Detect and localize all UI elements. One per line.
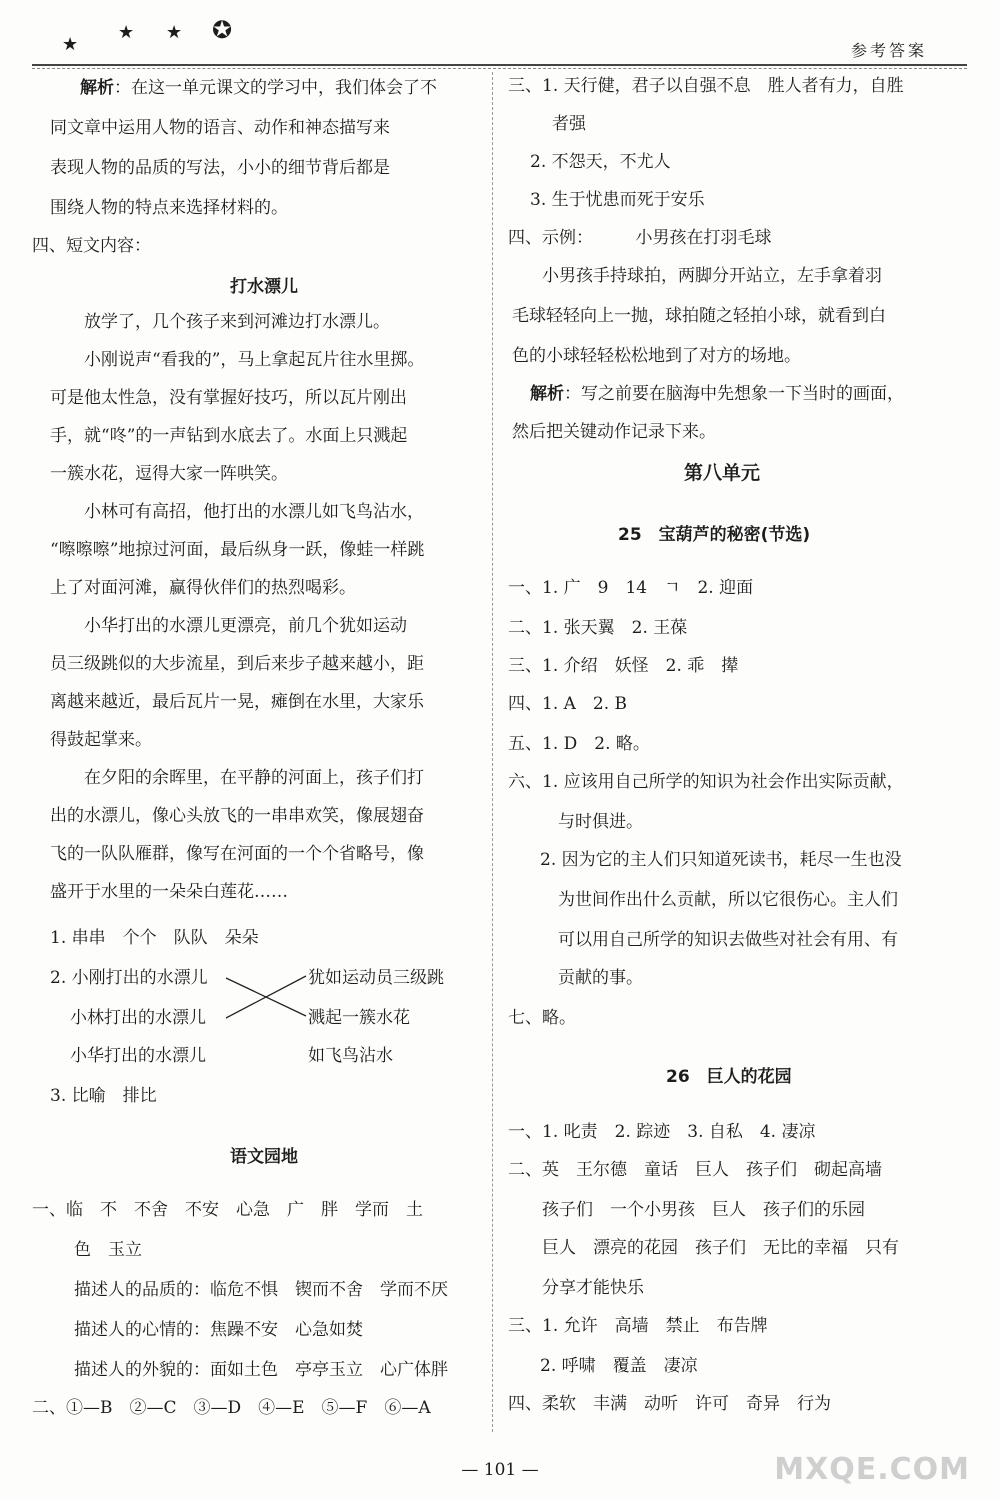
column-divider (492, 72, 493, 1432)
story-line: 得鼓起掌来。 (50, 730, 152, 750)
garden-line: 色 玉立 (74, 1240, 142, 1260)
garden-line: 描述人的外貌的：面如土色 亭亭玉立 心广体胖 (74, 1360, 448, 1380)
answer-line: 3. 生于忧患而死于安乐 (530, 190, 705, 210)
story-line: “嚓嚓嚓”地掠过河面，最后纵身一跃，像蛙一样跳 (50, 540, 425, 560)
analysis-line: 同文章中运用人物的语言、动作和神态描写来 (50, 118, 390, 138)
answer-line: 四、示例： 小男孩在打羽毛球 (508, 228, 772, 248)
answer-line: 分享才能快乐 (542, 1278, 644, 1298)
story-line: 小林可有高招，他打出的水漂儿如飞鸟沾水， (84, 502, 424, 522)
garden-line: 描述人的心情的：焦躁不安 心急如焚 (74, 1320, 363, 1340)
answer-line: 三、1. 允许 高墙 禁止 布告牌 (508, 1316, 768, 1336)
answer-line: 五、1. D 2. 略。 (508, 734, 650, 754)
answer-line: 一、1. 广 9 14 ㄱ 2. 迎面 (508, 578, 754, 598)
header-rule (32, 64, 967, 69)
story-line: 手，就“咚”的一声钻到水底去了。水面上只溅起 (50, 426, 408, 446)
garden-line: 二、①—B ②—C ③—D ④—E ⑤—F ⑥—A (32, 1398, 431, 1418)
answer-line: 贡献的事。 (558, 968, 643, 988)
answer-line: 色的小球轻轻松松地到了对方的场地。 (512, 346, 801, 366)
answer-line: 3. 比喻 排比 (50, 1086, 157, 1106)
story-line: 小华打出的水漂儿更漂亮，前几个犹如运动 (84, 616, 407, 636)
match-line (226, 976, 306, 1018)
answer-line: 一、1. 叱责 2. 踪迹 3. 自私 4. 凄凉 (508, 1122, 816, 1142)
page-number: — 101 — (461, 1460, 539, 1480)
lesson-title: 25 宝葫芦的秘密(节选) (618, 525, 811, 545)
story-line: 在夕阳的余晖里，在平静的河面上，孩子们打 (84, 768, 424, 788)
answer-line: 1. 串串 个个 队队 朵朵 (50, 928, 259, 948)
answer-line: 与时俱进。 (558, 812, 643, 832)
answer-line: 六、1. 应该用自己所学的知识为社会作出实际贡献， (508, 772, 904, 792)
matching-lines (50, 72, 482, 1172)
story-line: 放学了，几个孩子来到河滩边打水漂儿。 (84, 312, 390, 332)
story-title: 打水漂儿 (230, 277, 298, 297)
answer-line: 2. 因为它的主人们只知道死读书，耗尽一生也没 (540, 850, 902, 870)
page-header (32, 6, 967, 64)
garden-line: 一、临 不 不舍 不安 心急 广 胖 学而 土 (32, 1200, 423, 1220)
garden-title: 语文园地 (230, 1147, 298, 1167)
analysis-line: 围绕人物的特点来选择材料的。 (50, 198, 288, 218)
answer-line: 为世间作出什么贡献，所以它很伤心。主人们 (558, 890, 898, 910)
answer-line: 四、1. A 2. B (508, 694, 628, 714)
analysis-label: 解析 (530, 384, 564, 404)
star-icon: ★ (166, 22, 187, 43)
answer-line: 三、1. 天行健，君子以自强不息 胜人者有力，自胜 (508, 76, 904, 96)
star-icon: ★ (62, 34, 83, 55)
answer-line: 巨人 漂亮的花园 孩子们 无比的幸福 只有 (542, 1238, 899, 1258)
answer-line: 三、1. 介绍 妖怪 2. 乖 撵 (508, 656, 739, 676)
match-right-item: 犹如运动员三级跳 (308, 968, 444, 988)
answer-line: 小男孩手持球拍，两脚分开站立，左手拿着羽 (542, 266, 882, 286)
answer-line: 毛球轻轻向上一抛，球拍随之轻拍小球，就看到白 (512, 306, 886, 326)
analysis-line: 解析：在这一单元课文的学习中，我们体会了不 (80, 78, 437, 98)
story-line: 盛开于水里的一朵朵白莲花…… (50, 882, 288, 902)
answer-line: 四、柔软 丰满 动听 许可 奇异 行为 (508, 1394, 831, 1414)
section-heading: 四、短文内容： (32, 236, 151, 256)
story-line: 一簇水花，逗得大家一阵哄笑。 (50, 464, 288, 484)
answer-line: 2. 呼啸 覆盖 凄凉 (540, 1356, 698, 1376)
answer-line: 七、略。 (508, 1008, 576, 1028)
answer-line: 孩子们 一个小男孩 巨人 孩子们的乐园 (542, 1200, 865, 1220)
story-line: 上了对面河滩，赢得伙伴们的热烈喝彩。 (50, 578, 356, 598)
analysis-line: 然后把关键动作记录下来。 (512, 422, 716, 442)
header-title: 参考答案 (850, 41, 927, 60)
answer-line: 二、英 王尔德 童话 巨人 孩子们 砌起高墙 (508, 1160, 882, 1180)
garden-line: 描述人的品质的：临危不惧 锲而不舍 学而不厌 (74, 1280, 448, 1300)
story-line: 离越来越近，最后瓦片一晃，瘫倒在水里，大家乐 (50, 692, 424, 712)
answer-line: 2. 不怨天，不尤人 (530, 152, 671, 172)
answer-line: 者强 (552, 114, 586, 134)
analysis-line: 表现人物的品质的写法，小小的细节背后都是 (50, 158, 390, 178)
story-line: 员三级跳似的大步流星，到后来步子越来越小，距 (50, 654, 424, 674)
lesson-title: 26 巨人的花园 (666, 1067, 792, 1087)
match-left-item: 小林打出的水漂儿 (70, 1008, 206, 1028)
answer-line: 二、1. 张天翼 2. 王葆 (508, 618, 688, 638)
unit-title: 第八单元 (684, 462, 761, 484)
story-line: 小刚说声“看我的”，马上拿起瓦片往水里掷。 (84, 350, 425, 370)
analysis-line: 解析：写之前要在脑海中先想象一下当时的画面， (530, 384, 904, 404)
match-right-item: 溅起一簇水花 (308, 1008, 410, 1028)
story-line: 可是他太性急，没有掌握好技巧，所以瓦片刚出 (50, 388, 407, 408)
analysis-label: 解析 (80, 78, 114, 98)
answer-line: 可以用自己所学的知识去做些对社会有用、有 (558, 930, 898, 950)
watermark: MXQE.COM (774, 1452, 970, 1487)
star-icon: ★ (118, 22, 139, 43)
story-line: 飞的一队队雁群，像写在河面的一个个省略号，像 (50, 844, 424, 864)
star-icon: ✪ (212, 16, 237, 44)
story-line: 出的水漂儿，像心头放飞的一串串欢笑，像展翅奋 (50, 806, 424, 826)
match-left-item: 小华打出的水漂儿 (70, 1046, 206, 1066)
match-right-item: 如飞鸟沾水 (308, 1046, 393, 1066)
match-left-item: 2. 小刚打出的水漂儿 (50, 968, 208, 988)
